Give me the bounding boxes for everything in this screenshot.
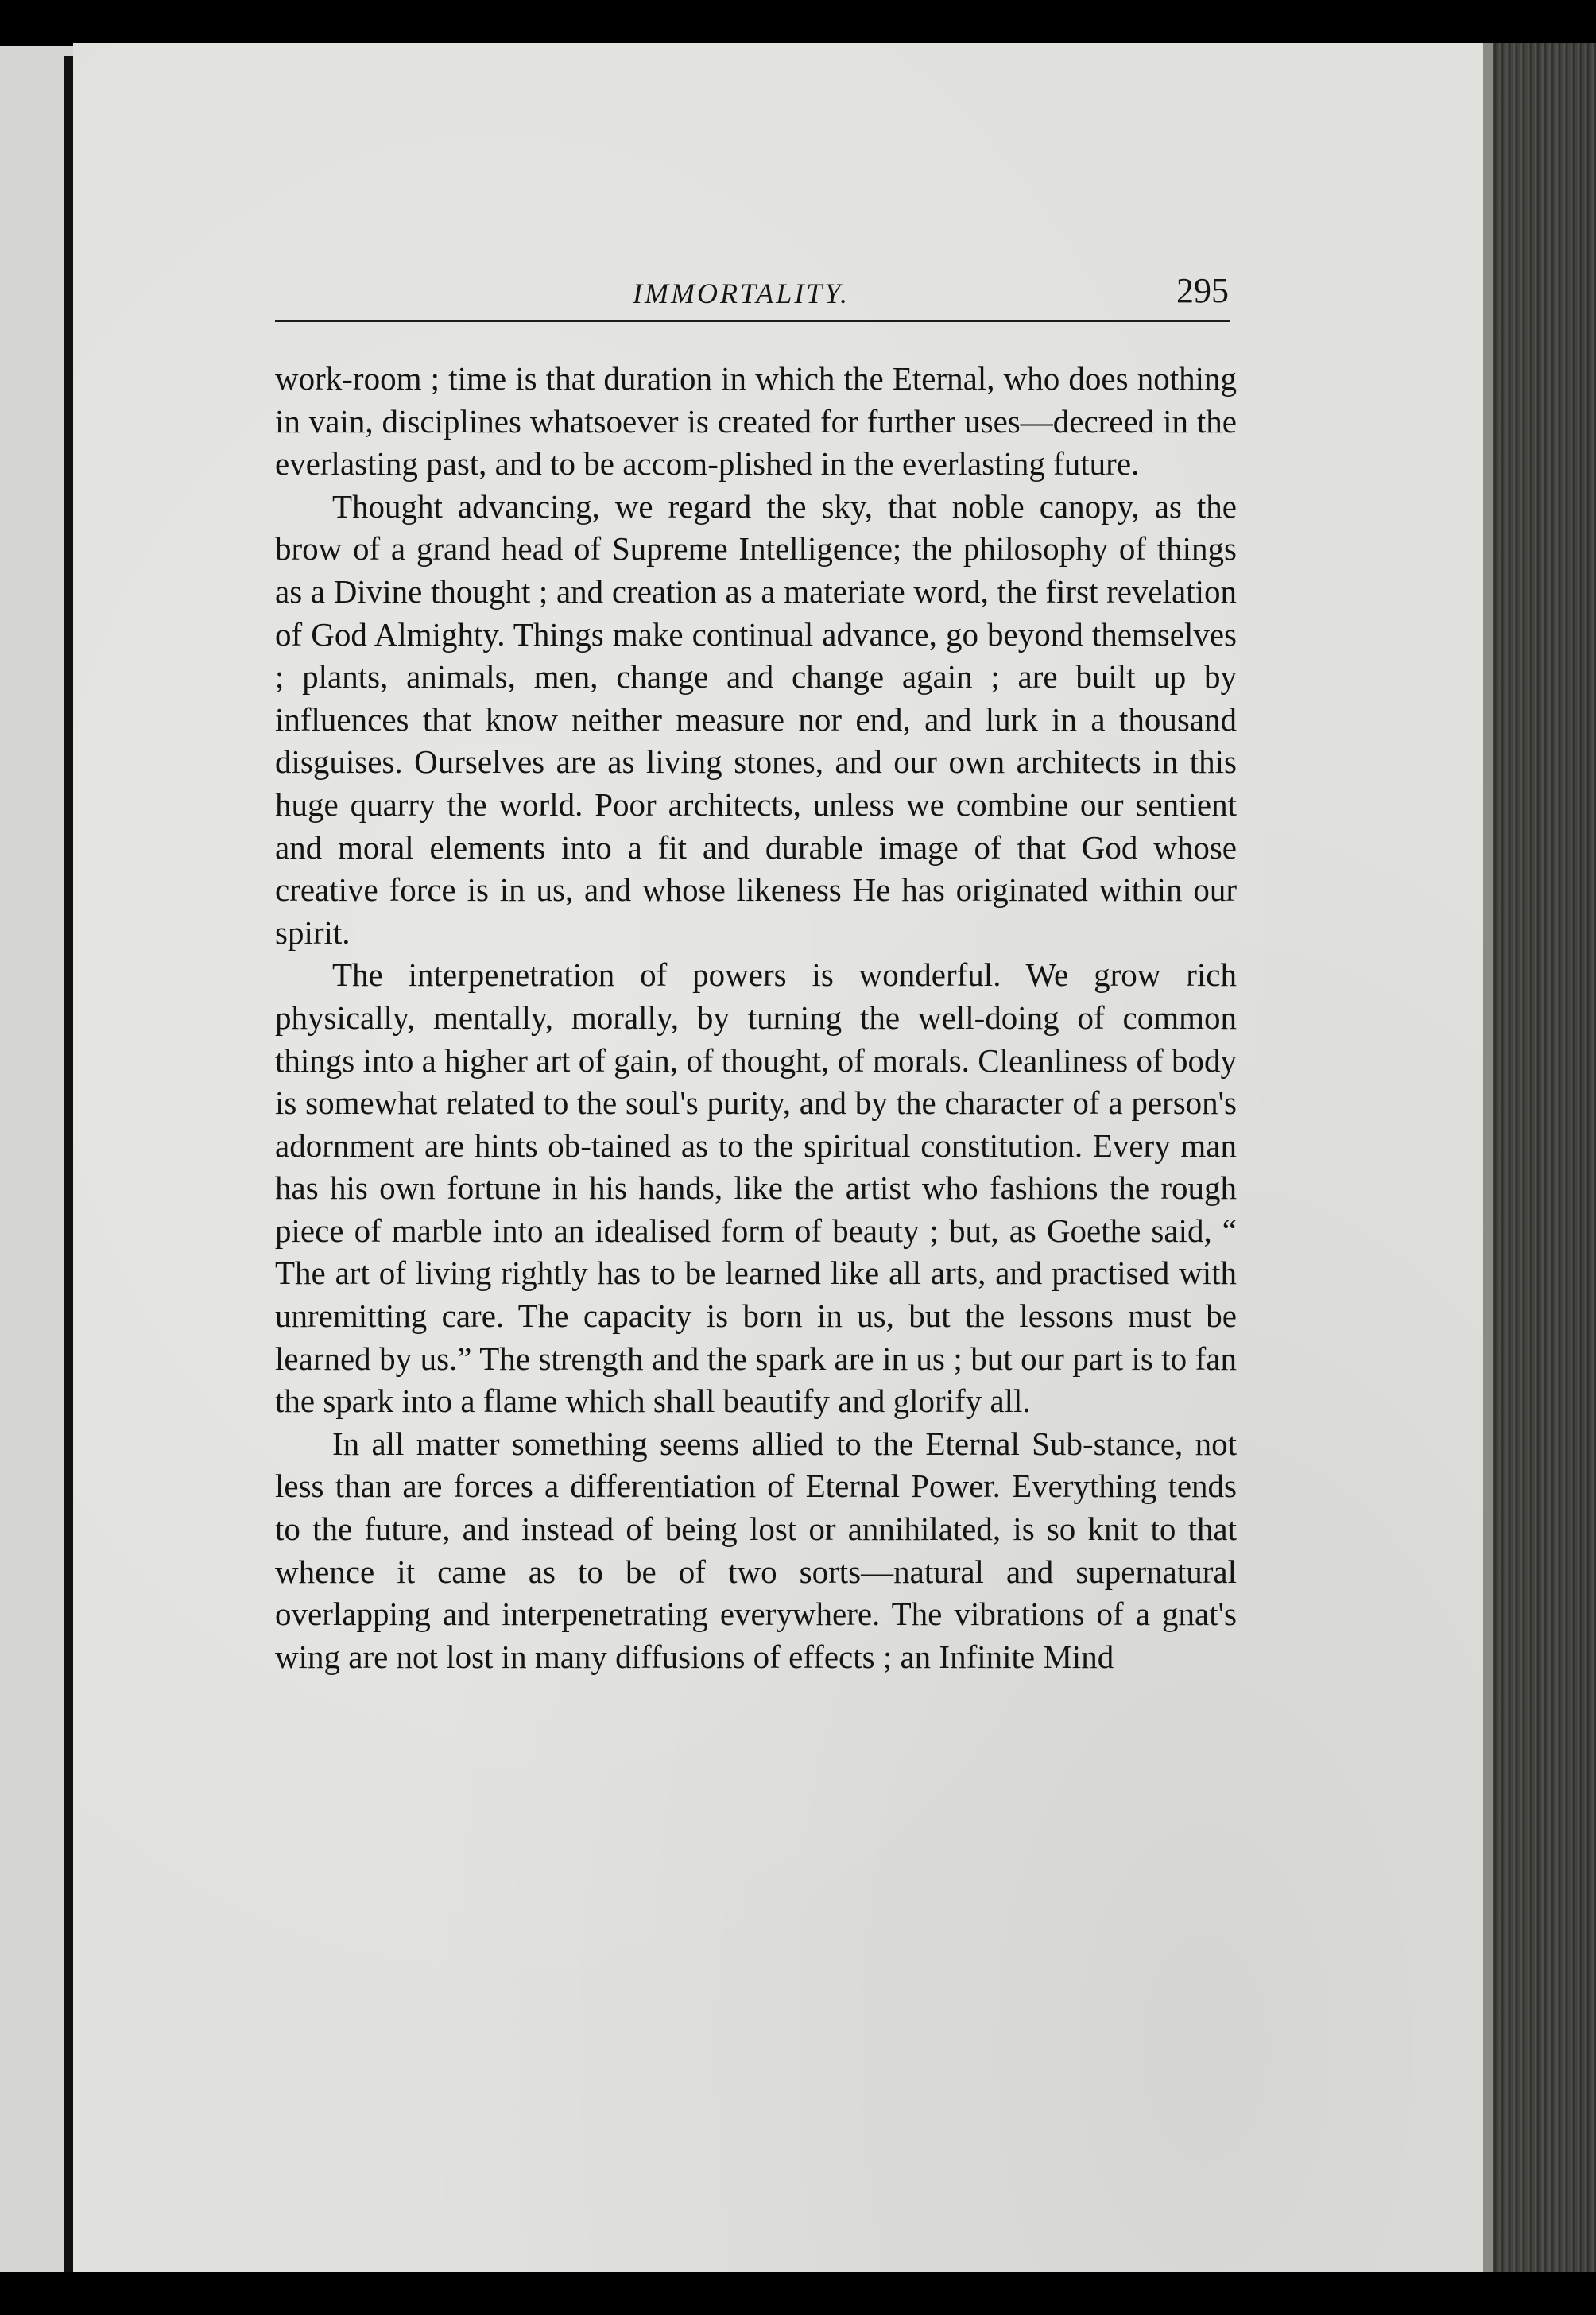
chapter-title: IMMORTALITY. [633,277,850,309]
facing-page-edge [0,46,73,2272]
book-gutter [64,56,73,2274]
page-block-edge [1483,43,1596,2272]
page-edge-highlight [1483,43,1493,2272]
body-text [275,358,1237,1678]
scan-bottom-border [0,2272,1596,2315]
paragraph: Thought advancing, we regard the sky, that noble canopy, as the brow of a grand head of Supreme Intelligence; the philosophy of things as a Divine thought ; and creation as a materiate word, the first revelation of God Almighty. Things make continual advance, go beyond themselves ; plants, animals, men, change and change again ; are built up by influences that know neither measure nor end, and lurk in a thousand disguises. Ourselves are as living stones, and our own architects in this huge quarry the world. Poor architects, unless we combine our sentient and moral elements into a fit and durable image of that God whose creative force is in us, and whose likeness He has originated within our spirit. [275,487,1237,951]
header-rule [275,320,1230,322]
scan-top-border [0,0,1596,48]
paragraph: The interpenetration of powers is wonderful. We grow rich physically, mentally, morally, by turning the well-doing of common things into a higher art of gain, of thought, of morals. Cleanliness of body is somewhat related to the soul's purity, and by the character of a person's adornment are hints ob-tained as to the spiritual constitution. Every man has his own fortune in his hands, like the artist who fashions the rough piece of marble into an idealised form of beauty ; but, as Goethe said, “ The art of living rightly has to be learned like all arts, and practised with unremitting care. The capacity is born in us, but the lessons must be learned by us.” The strength and the spark are in us ; but our part is to fan the spark into a flame which shall beautify and glorify all. [275,956,1237,1420]
paragraph: work-room ; time is that duration in which the Eternal, who does nothing in vain, disciplines whatsoever is created for further uses—decreed in the everlasting past, and to be accom-plished in the everlasting future. [275,360,1237,483]
page-number: 295 [1176,271,1229,310]
running-head [275,270,1229,318]
paragraph: In all matter something seems allied to the Eternal Sub-stance, not less than are forces a differentiation of Eternal Power. Everything tends to the future, and instead of being lost or annihilated, is so knit to that whence it came as to be of two sorts—natural and supernatural overlapping and interpenetrating everywhere. The vibrations of a gnat's wing are not lost in many diffusions of effects ; an Infinite Mind [275,1425,1237,1675]
